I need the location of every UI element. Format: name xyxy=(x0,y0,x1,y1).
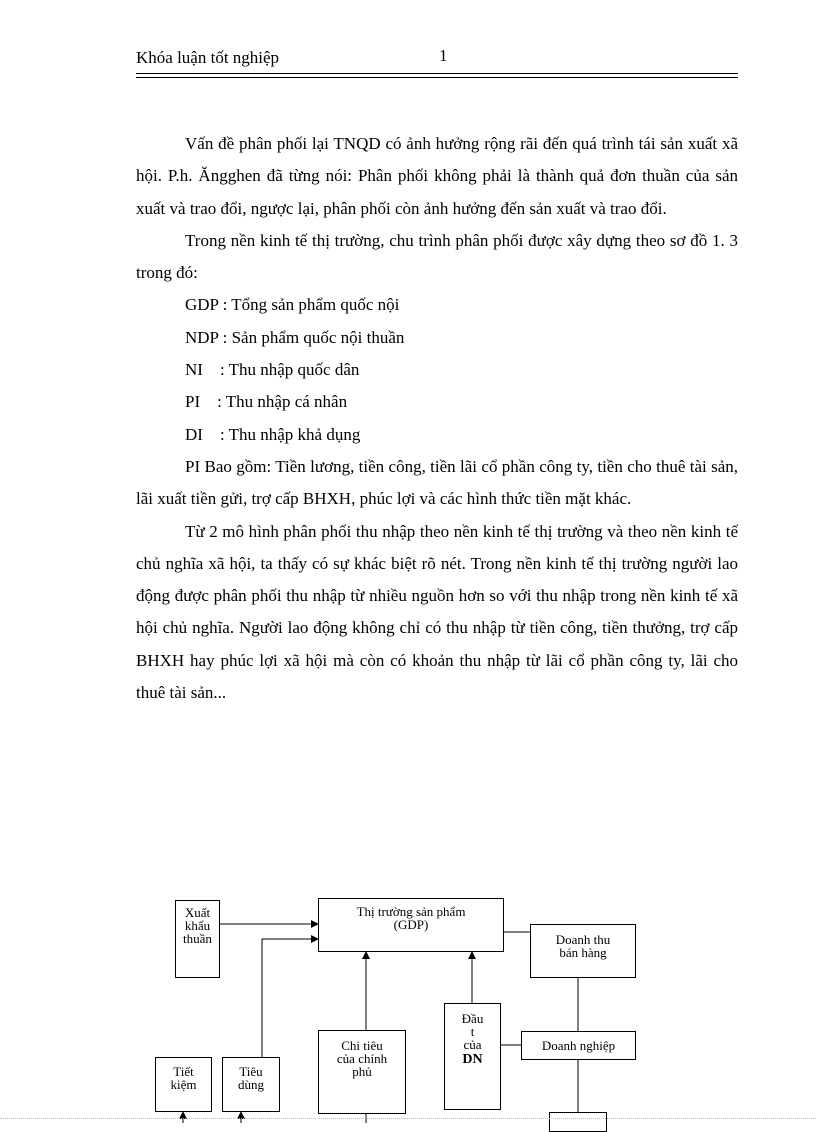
box-enterprise-investment: Đầu t của DN xyxy=(444,1003,501,1110)
paragraph: Trong nền kinh tế thị trường, chu trình phân phối được xây dựng theo sơ đồ 1. 3 trong đó: xyxy=(136,230,738,283)
header-rule-bottom xyxy=(136,77,738,78)
header-rule-top xyxy=(136,73,738,74)
definition-ni: NI : Thu nhập quốc dân xyxy=(185,360,360,380)
definition-di: DI : Thu nhập khả dụng xyxy=(185,424,361,444)
paragraph: PI Bao gồm: Tiền lương, tiền công, tiền lãi cổ phần công ty, tiền cho thuê tài sản, lãi xuất tiền gửi, trợ cấp BHXH, phúc lợi và các hình thức tiền mặt khác. xyxy=(136,456,738,509)
box-government-spending: Chi tiêu của chính phủ xyxy=(318,1030,406,1114)
body-text xyxy=(136,128,738,709)
box-bottom-right-partial xyxy=(549,1112,607,1132)
box-product-market: Thị trường sản phẩm (GDP) xyxy=(318,898,504,952)
paragraph: Vấn đề phân phối lại TNQD có ảnh hưởng rộng rãi đến quá trình tái sản xuất xã hội. P.h. Ăngghen đã từng nói: Phân phối không phải là thành quả đơn thuần của sản xuất và trao đổi, ngược lại, phân phối còn ảnh hưởng đến sản xuất và trao đổi. xyxy=(136,134,738,218)
box-net-export: Xuất khẩu thuần xyxy=(175,900,220,978)
box-consumption: Tiêu dùng xyxy=(222,1057,280,1112)
definition-ndp: NDP : Sản phẩm quốc nội thuần xyxy=(185,327,405,347)
definition-gdp: GDP : Tổng sản phẩm quốc nội xyxy=(185,295,400,315)
box-savings: Tiết kiệm xyxy=(155,1057,212,1112)
box-sales-revenue: Doanh thu bán hàng xyxy=(530,924,636,978)
page-number: 1 xyxy=(439,46,448,65)
header-title: Khóa luận tốt nghiệp xyxy=(136,48,280,67)
paragraph: Từ 2 mô hình phân phối thu nhập theo nền kinh tế thị trường và theo nền kinh tế chủ nghĩa xã hội, ta thấy có sự khác biệt rõ nét. Trong nền kinh tế thị trường người lao động được phân phối thu nhập từ nhiều nguồn hơn so với thu nhập trong nền kinh tế xã hội chủ nghĩa. Người lao động không chỉ có thu nhập từ tiền công, tiền thưởng, trợ cấp BHXH hay phúc lợi xã hội mà còn có khoản thu nhập từ lãi cổ phần công ty, lãi cho thuê tài sản... xyxy=(136,521,738,703)
page-bottom-divider xyxy=(0,1118,816,1119)
page-header xyxy=(136,48,738,72)
arrow-consumption-to-market xyxy=(262,939,318,1057)
box-enterprise: Doanh nghiệp xyxy=(521,1031,636,1060)
definition-pi: PI : Thu nhập cá nhân xyxy=(185,392,348,412)
